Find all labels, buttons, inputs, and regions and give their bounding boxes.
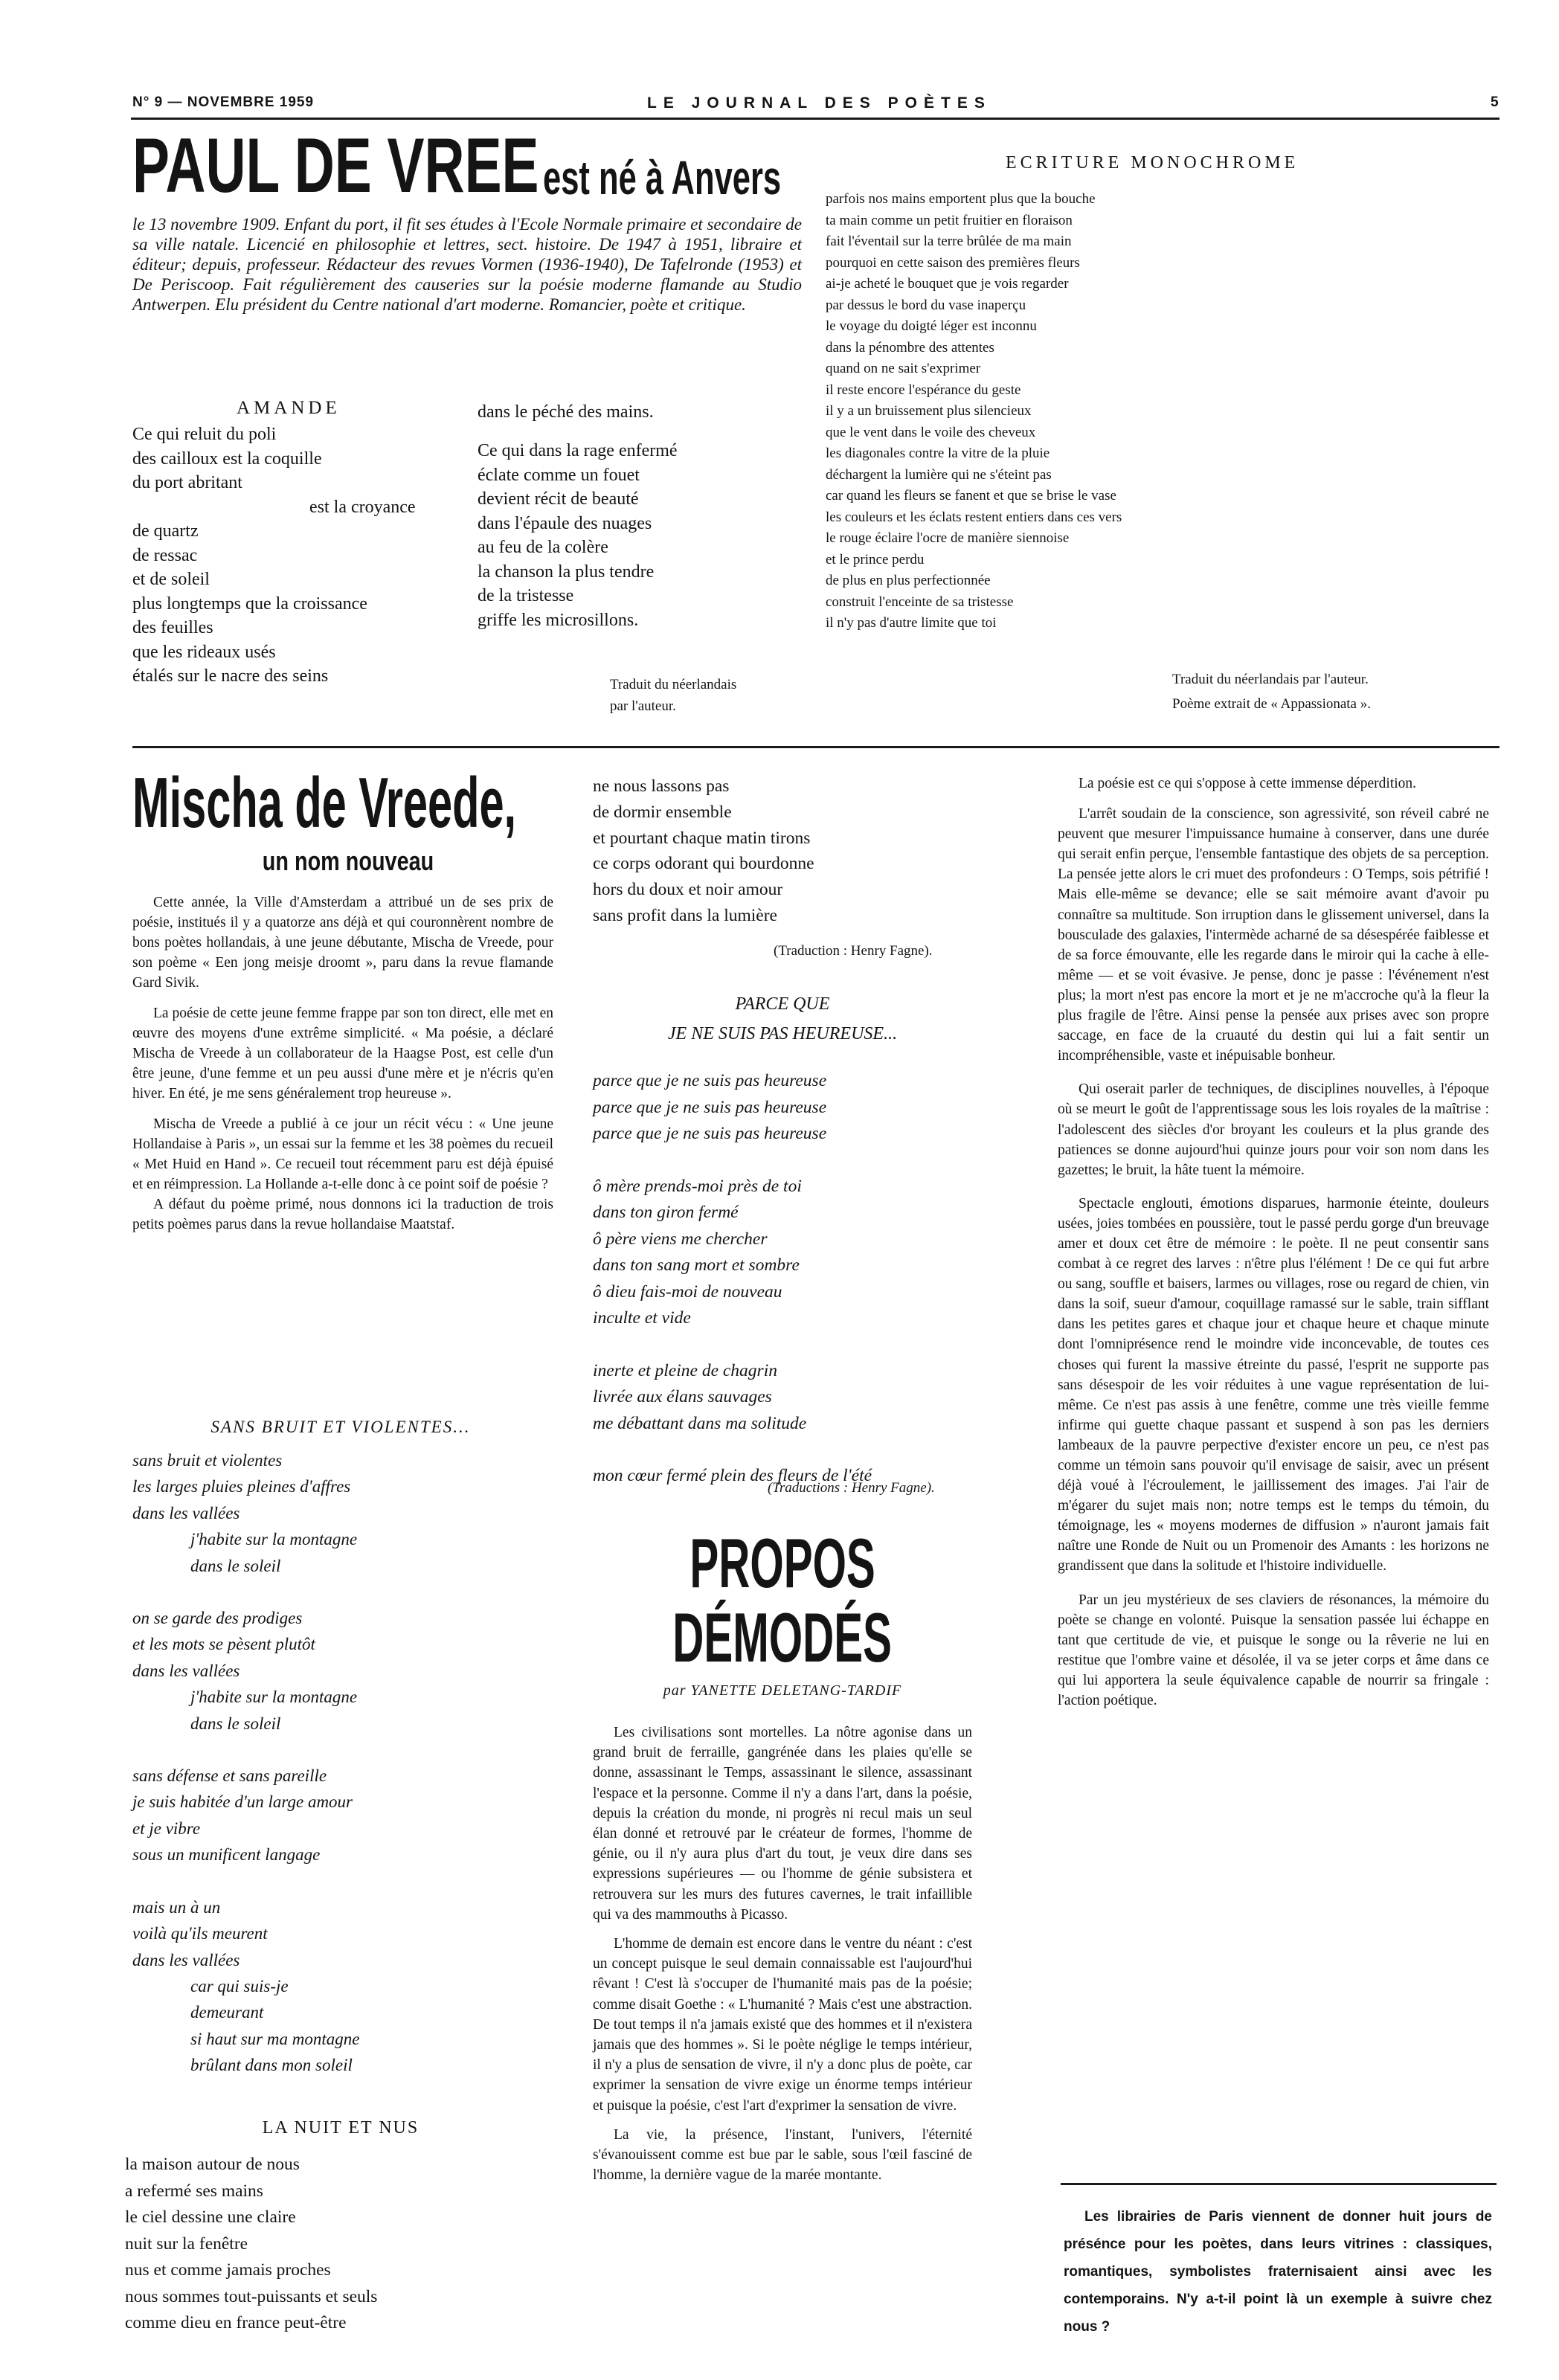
paragraph: L'arrêt soudain de la conscience, son agressivité, son réveil cabré ne peuvent que mesurer l'impuissance humaine à conserver, dans une durée qui serait enfin perçue, l'ensemble fantastique des objets de sa perception. La pensée jette alors le cri muet des profondeurs : O Temps, sois pétrifié ! Mais elle-même se devance; elle se sait mémoire avant d'avoir pu connaître sa multitude. Son irruption dans le glissement universel, dans la bousculade des galaxies, l'intermède acharné de sa désespérée faiblesse et de sa force émouvante, elle les regarde dans le miroir qui la cache à elle-même — et se voit évasive. Je pense, donc je passe : l'événement n'est plus; la mort n'est pas encore la mort et je ne m'accroche qu'à la fleur la plus fragile de l'être. Ainsi pense la pensée aux prises avec son propre saccage, en face de la cruauté du destin qui lui a fait sentir un incompréhensible, vaste et inépuisable bonheur. [1058,806,1489,1064]
poem-line: sans défense et sans pareille [132,1766,327,1786]
poem-line: plus longtemps que la croissance [132,594,367,614]
paragraph: La poésie de cette jeune femme frappe par son ton direct, elle met en œuvre des moyens d'une extrême simplicité. « Ma poésie, a déclaré Mischa de Vreede à un collaborateur de la Haagse Post, est celle d'un être jeune, d'une femme et un peu aussi d'une mère et je n'écris qu'en hiver. En été, je me sens généralement trop heureuse ». [132,1006,553,1101]
poem-line: Ce qui reluit du poli [132,425,277,444]
poem-line: sans bruit et violentes [132,1451,283,1470]
translation-credit: (Traduction : Henry Fagne). [774,943,933,959]
poem-line: le ciel dessine une claire [125,2207,296,2227]
propos-title-line1: PROPOS [690,1524,875,1602]
amande-title: AMANDE [237,398,341,418]
poem-line: sous un munificent langage [132,1845,321,1865]
poem-line: de la tristesse [478,586,574,605]
poem-line: de quartz [132,521,199,541]
poem-line: griffe les microsillons. [478,610,639,630]
paragraph: Qui oserait parler de techniques, de disciplines nouvelles, à l'époque où se meurt le goût de l'apprentissage sous les lois royales de la maîtrise : l'adolescent des siècles d'or broyant les couleurs et la plus grande des patiences se donne aujourd'hui quinze jours pour voir son nom dans les gazettes; le bruit, la hâte tuent la mémoire. [1058,1081,1489,1178]
poem-line: nous sommes tout-puissants et seuls [125,2286,378,2306]
paragraph: La poésie est ce qui s'oppose à cette immense déperdition. [1079,776,1417,791]
poem-line: inerte et pleine de chagrin [593,1360,777,1380]
devree-bio: le 13 novembre 1909. Enfant du port, il fit ses études à l'Ecole Normale primaire et secondaire de sa ville natale. Licencié en philosophie et lettres, sect. histoire. De 1947 à 1951, libraire et éditeur; depuis, professeur. Rédacteur des revues Vormen (1936-1940), De Tafelronde (1953) et De Periscoop. Fait régulièrement des causeries sur la poésie moderne flamande au Studio Antwerpen. Elu président du Centre national d'art moderne. Romancier, poète et critique. [132,215,802,314]
poem-line: de dormir ensemble [593,802,732,822]
poem-line: et les mots se pèsent plutôt [132,1635,315,1654]
poem-line: comme dieu en france peut-être [125,2313,347,2332]
poem-line: ô dieu fais-moi de nouveau [593,1281,782,1302]
poem-line: dans ton sang mort et sombre [593,1255,800,1275]
poem-line: ô père viens me chercher [593,1229,768,1249]
poem-line: nus et comme jamais proches [125,2260,331,2280]
propos-title-line2-box [593,1598,972,1676]
poem-line: hors du doux et noir amour [593,880,783,900]
poem-line: ô mère prends-moi près de toi [593,1176,802,1196]
vreede-subtitle: un nom nouveau [262,846,434,876]
vreede-title: Mischa de Vreede, [132,763,517,843]
poem-line: il reste encore l'espérance du geste [826,382,1021,398]
poem-line: mon cœur fermé plein des fleurs de l'été [593,1466,872,1485]
poem-line: car qui suis-je [190,1976,289,1995]
poem-line: et je vibre [132,1818,201,1838]
devree-title [132,125,817,229]
poem-line: quand on ne sait s'exprimer [826,361,981,376]
poem-line: le rouge éclaire l'ocre de manière siennoise [826,530,1070,546]
poem-line: on se garde des prodiges [132,1609,303,1628]
stanza-gap [132,1868,549,1894]
poem-line: demeurant [190,2003,264,2022]
paragraph: La vie, la présence, l'instant, l'univers, l'éternité s'évanouissent comme est bue par le sable, sous l'œil fasciné de l'homme, la dernière vague de la marée montante. [593,2126,972,2184]
poem-line: des cailloux est la coquille [132,448,322,469]
poem-line: que les rideaux usés [132,642,276,662]
propos-title [593,1526,972,1675]
poem-line: dans l'épaule des nuages [478,513,652,533]
poem-line: que le vent dans le voile des cheveux [826,424,1036,440]
amande-col1 [132,422,460,689]
poem-line: du port abritant [132,473,242,492]
poem-line: dans la pénombre des attentes [826,339,994,356]
poem-line: livrée aux élans sauvages [593,1387,772,1406]
poem-line: au feu de la colère [478,538,608,557]
stanza-gap [132,1737,549,1763]
poem3-title-line: PARCE QUE [735,994,830,1014]
vreede-intro [132,892,553,1235]
amande-col2 [478,400,805,425]
amande-credit [610,674,736,717]
poem-line: de plus en plus perfectionnée [826,573,991,588]
poem-line: nuit sur la fenêtre [125,2233,248,2254]
ecriture-poem [826,189,1287,634]
amande-col2-stanza [478,439,805,632]
stanza-gap [593,1437,980,1463]
poem1-title: SANS BRUIT ET VIOLENTES... [210,1418,471,1436]
poem-line: j'habite sur la montagne [190,1530,358,1549]
poem-line: me débattant dans ma solitude [593,1413,807,1433]
paragraph: L'homme de demain est encore dans le ventre du néant : c'est un concept puisque le seul demain connaissable est l'aujourd'hui rêvant ! C'est là s'occuper de l'humanité mais pas de la poésie; comme disait Goethe : « L'humanité ? Mais c'est une abstraction. De tout temps il n'a jamais existé que des hommes et il n'existera jamais que des hommes ». Si le poète néglige le temps intérieur, il n'y a plus de sensation de vivre, il n'y a donc plus de poète, car exprimer la sensation de vivre exige un énorme temps intérieur et puisque la poésie, c'est l'art d'exprimer la sensation de vivre. [593,1936,972,2114]
header-rule [131,118,1499,120]
stanza-gap [593,1332,980,1358]
poem-line: il y a un bruissement plus silencieux [826,403,1032,419]
poem-line: la maison autour de nous [125,2155,300,2174]
poem-line: ne nous lassons pas [593,776,730,796]
poem-line: et le prince perdu [826,551,925,567]
credit-line: Traduit du néerlandais par l'auteur. [1172,672,1369,687]
note-rule [1061,2183,1497,2185]
poem-line: je suis habitée d'un large amour [132,1792,353,1812]
poem-line: parce que je ne suis pas heureuse [593,1097,827,1117]
issue-date: N° 9 — NOVEMBRE 1959 [132,94,315,110]
page-number: 5 [1491,94,1499,110]
poem3-title-line: JE NE SUIS PAS HEUREUSE... [667,1024,898,1043]
stanza-gap [132,1579,549,1605]
poem-line: dans les vallées [132,1661,240,1680]
poem-line: fait l'éventail sur la terre brûlée de ma main [826,234,1072,249]
paragraph: Les civilisations sont mortelles. La nôtre agonise dans un grand bruit de ferraille, gangrénée dans les plaies qu'elle se donne, assassinant le Temps, assassinant le silence, assassinant l'espace et la personne. Comme il n'y a dans l'art, dans la poésie, depuis la création du monde, ni progrès ni recul mais un seul élan donné et retrouvé par le créateur de formes, l'homme de génie, ou il n'y aura plus d'art du tout, je veux dire dans ses expressions supérieures — ou l'homme de génie subsistera et retrouvera sur les murs des futures cavernes, le trait infaillible qui va des mammouths à Picasso. [593,1725,972,1923]
poem-line: brûlant dans mon soleil [190,2056,353,2075]
translations-credit: (Traductions : Henry Fagne). [768,1480,935,1496]
poem3-body [593,1068,980,1490]
paragraph: A défaut du poème primé, nous donnons ici la traduction de trois petits poèmes parus dans la revue hollandaise Maatstaf. [132,1197,553,1232]
poem-line: dans le soleil [190,1556,281,1575]
poem-line: par dessus le bord du vase inaperçu [826,297,1026,313]
vreede-title-box [132,763,564,848]
poem-line: les diagonales contre la vitre de la pluie [826,446,1050,461]
poem-line: de ressac [132,545,198,565]
ecriture-title: ECRITURE MONOCHROME [1006,153,1299,173]
poem-line: est la croyance [309,497,416,517]
poem-line: devient récit de beauté [478,489,639,509]
poem3-title [593,989,972,1049]
stanza-gap [593,1148,980,1174]
poem-line: parfois nos mains emportent plus que la bouche [826,191,1096,207]
poem-line: Ce qui dans la rage enfermé [478,441,678,460]
poem-line: inculte et vide [593,1308,691,1328]
poem2-body [125,2152,541,2337]
poem-line: car quand les fleurs se fanent et que se brise le vase [826,488,1116,504]
poem-line: a refermé ses mains [125,2181,263,2201]
poem-line: les larges pluies pleines d'affres [132,1477,351,1496]
poem2-title: LA NUIT ET NUS [262,2118,420,2138]
poem-line: parce que je ne suis pas heureuse [593,1124,827,1143]
poem2-continued [593,774,980,929]
vreede-subtitle-box [132,846,564,879]
poem-line: pourquoi en cette saison des premières fleurs [826,254,1080,271]
poem-line: voilà qu'ils meurent [132,1924,268,1943]
section-rule [132,746,1499,748]
poem-line: ta main comme un petit fruitier en floraison [826,212,1073,228]
paragraph: Cette année, la Ville d'Amsterdam a attribué un de ses prix de poésie, institués il y a quatorze ans déjà et qui couronnèrent nombre de bons poètes hollandais, à une jeune débutante, Mischa de Vreede, pour son poème « Een jong meisje droomt », paru dans la revue flamande Gard Sivik. [132,895,553,991]
poem-line: si haut sur ma montagne [190,2029,360,2048]
poem-line: dans les vallées [132,1950,240,1969]
poem-line: dans ton giron fermé [593,1203,739,1222]
poem1-body [132,1447,549,2079]
poem-line: parce que je ne suis pas heureuse [593,1071,827,1090]
librairies-note: Les librairies de Paris viennent de donner huit jours de présénce pour les poètes, dans leurs vitrines : classiques, romantiques, symbolistes fraternisaient ainsi avec les contemporains. N'y a-t-il point là un exemple à suivre chez nous ? [1064,2209,1492,2335]
propos-byline: par YANETTE DELETANG-TARDIF [663,1682,902,1699]
poem-line: le voyage du doigté léger est inconnu [826,318,1037,334]
paragraph: Mischa de Vreede a publié à ce jour un récit vécu : « Une jeune Hollandaise à Paris », un essai sur la femme et les 38 poèmes du recueil « Met Huid en Hand ». Ce recueil tout récemment paru est déjà épuisé et en réimpression. La Hollande a-t-elle donc à ce point soif de poésie ? [132,1116,553,1192]
ecriture-credit [1172,667,1371,716]
poem-line: ce corps odorant qui bourdonne [593,854,814,874]
poem-line: la chanson la plus tendre [478,562,655,582]
poem-line: dans le péché des mains. [478,402,654,422]
poem-line: il n'y pas d'autre limite que toi [826,615,997,631]
propos-body [593,1723,972,2185]
poem-line: déchargent la lumière qui ne s'éteint pas [826,466,1052,483]
poem-line: et de soleil [132,570,210,589]
credit-line: par l'auteur. [610,698,676,714]
propos-col3 [1058,774,1489,1711]
poem-line: j'habite sur la montagne [190,1688,358,1707]
propos-title-line2: DÉMODÉS [672,1598,893,1676]
poem-line: des feuilles [132,618,213,637]
poem-line: ai-je acheté le bouquet que je vois regarder [826,276,1069,292]
credit-line: Traduit du néerlandais [610,677,737,692]
paragraph: Spectacle englouti, émotions disparues, harmonie éteinte, douleurs usées, joies tombées en poussière, tout le passé perdu gorge d'un breuvage amer et doux cet être de mémoire : le poète. Il ne peut consentir sans combat à ce regret des larves : n'être plus l'élément ! De ce qui fut arbre ou sang, souffle et baisers, larmes ou villages, rose ou regard de chien, vin dans la soif, sueur d'amour, coquillage ramassé sur le sable, train sifflant dans les petites gares et chaque jour et chaque heure et chaque minute dont l'omniprésence rend le moindre vide inconcevable, de toutes ces choses qui furent la massive étreinte du passé, l'esprit ne supporte pas sans désespoir de les voir réduites à une vague représentation de lui-même. Ce n'est pas assis à une fenêtre, comme une très vieille femme infirme qui guette chaque passant et suspend à son pas les derniers lambeaux de la pauvre perpective d'exister encore un peu, ce n'est pas comme un témoin sans pouvoir qu'il envisage de saisir, avec un présent déjà voué à l'écroulement, le jaillissement des images. J'ai l'air de m'égarer du sujet mais non; notre temps est le temps du témoin, du témoignage, les « moyens modernes de diffusion » n'auront jamais fait naître une Ronde de Nuit ou un Promenoir des Amants : les horizons ne grandissent que dans la solitude et l'histoire individuelle. [1058,1195,1489,1575]
poem-line: construit l'enceinte de sa tristesse [826,594,1014,610]
poem-line: mais un à un [132,1897,221,1917]
poem-line: les couleurs et les éclats restent entiers dans ces vers [826,509,1122,525]
poem-line: et pourtant chaque matin tirons [593,828,811,848]
journal-title: LE JOURNAL DES POÈTES [647,94,991,112]
credit-line: Poème extrait de « Appassionata ». [1172,696,1371,712]
poem-line: dans les vallées [132,1503,240,1522]
paragraph: Par un jeu mystérieux de ses claviers de résonances, la mémoire du poète se change en volonté. Puisque la sensation passée lui échappe en tant que certitude de vie, et puisque le songe ou la rêverie ne lui en restitue que l'ombre vaine et désolée, il va se jeter corps et âme dans ce qui lui apportera la seule équivalence capable de nourrir sa fringale : l'action poétique. [1058,1592,1489,1709]
poem-line: dans le soleil [190,1714,281,1733]
poem-line: sans profit dans la lumière [593,905,777,925]
poem-line: éclate comme un fouet [478,465,640,485]
poem-line: étalés sur le nacre des seins [132,666,329,686]
propos-title-line1-box [593,1526,972,1601]
devree-title-rest: est né à Anvers [543,151,782,205]
devree-title-name: PAUL DE VREE [132,123,539,209]
